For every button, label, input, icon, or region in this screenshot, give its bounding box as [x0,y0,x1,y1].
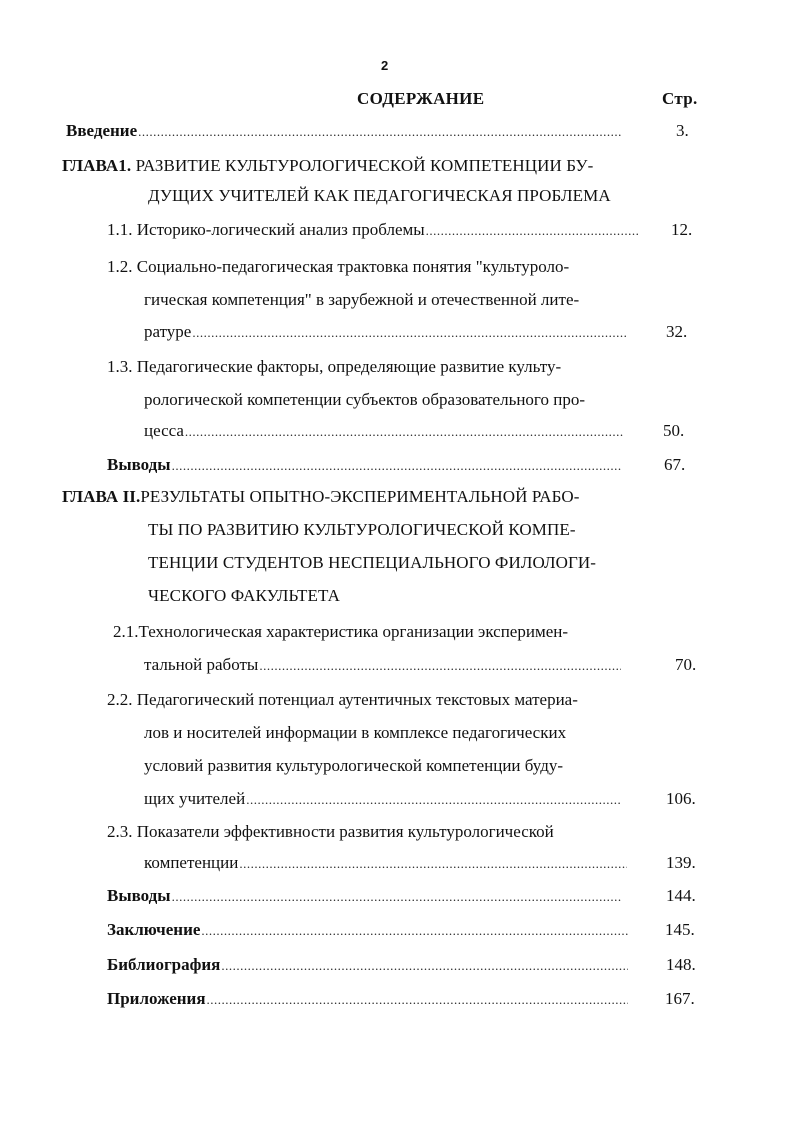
toc-entry-title: щих учителей [144,789,246,808]
toc-entry-title: Библиография [107,955,221,974]
toc-entry-1-2-line1[interactable]: 1.2. Социально-педагогическая трактовка понятия "культуроло- [107,257,570,276]
toc-entry-1-1[interactable] [107,220,639,240]
toc-entry-page: 67. [664,455,686,474]
toc-entry-1-2-line2: гическая компетенция" в зарубежной и отечественной лите- [144,290,580,309]
toc-entry-page: 3. [676,121,689,140]
toc-entry-title: Введение [66,121,138,140]
toc-entry-2-3-line2 [144,853,628,873]
page-column-label: Стр. [662,89,698,108]
toc-entry-page: 32. [666,322,688,341]
chapter2-title-line3: ТЕНЦИИ СТУДЕНТОВ НЕСПЕЦИАЛЬНОГО ФИЛОЛОГИ- [148,553,597,572]
toc-entry-page: 106. [666,789,696,808]
chapter1-label: ГЛАВА1. [62,156,132,175]
chapter1-title-text: РАЗВИТИЕ КУЛЬТУРОЛОГИЧЕСКОЙ КОМПЕТЕНЦИИ БУ- [135,156,594,175]
toc-entry-2-1-line2 [144,655,622,675]
toc-entry-page: 167. [665,989,695,1008]
dot-leader [172,458,621,474]
toc-entry-title: Выводы [107,886,171,905]
toc-entry-1-3-line2: рологической компетенции субъектов образовательного про- [144,390,585,409]
chapter2-title-line1[interactable] [62,487,579,507]
dot-leader [221,958,628,974]
toc-entry-title: цесса [144,421,184,440]
toc-entry-appendices[interactable] [107,989,629,1009]
chapter2-title-line4: ЧЕСКОГО ФАКУЛЬТЕТА [148,586,341,605]
chapter2-label: ГЛАВА II. [62,487,141,506]
toc-entry-title: Выводы [107,455,171,474]
toc-entry-title: Заключение [107,920,201,939]
dot-leader [246,792,621,808]
toc-entry-2-3-line1[interactable]: 2.3. Показатели эффективности развития культурологической [107,822,554,841]
toc-entry-1-2-line3 [144,322,628,342]
toc-entry-title: тальной работы [144,655,259,674]
toc-entry-title: 1.1. Историко-логический анализ проблемы [107,220,425,239]
toc-heading: СОДЕРЖАНИЕ [357,89,485,108]
toc-entry-bibliography[interactable] [107,955,629,975]
toc-entry-1-3-line3 [144,421,624,441]
dot-leader [259,658,621,674]
dot-leader [172,889,621,905]
chapter2-title-line2: ТЫ ПО РАЗВИТИЮ КУЛЬТУРОЛОГИЧЕСКОЙ КОМПЕ- [148,520,576,539]
toc-entry-chapter1-conclusions[interactable] [107,455,622,475]
chapter2-title-text: РЕЗУЛЬТАТЫ ОПЫТНО-ЭКСПЕРИМЕНТАЛЬНОЙ РАБО- [140,487,580,506]
dot-leader [426,223,638,239]
toc-entry-2-2-line3: условий развития культурологической компетенции буду- [144,756,564,775]
toc-entry-2-2-line4 [144,789,622,809]
toc-entry-page: 139. [666,853,696,872]
toc-entry-page: 70. [675,655,697,674]
toc-entry-2-2-line1[interactable]: 2.2. Педагогический потенциал аутентичных текстовых материа- [107,690,578,709]
dot-leader [138,124,621,140]
toc-entry-page: 148. [666,955,696,974]
toc-entry-page: 144. [666,886,696,905]
toc-entry-1-3-line1[interactable]: 1.3. Педагогические факторы, определяющие развитие культу- [107,357,562,376]
toc-entry-chapter2-conclusions[interactable] [107,886,622,906]
dot-leader [239,856,627,872]
dot-leader [192,325,627,341]
toc-entry-page: 145. [665,920,695,939]
toc-entry-page: 12. [671,220,693,239]
dot-leader [207,992,628,1008]
toc-entry-title: компетенции [144,853,239,872]
toc-entry-2-1-line1[interactable]: 2.1.Технологическая характеристика организации эксперимен- [113,622,569,641]
toc-entry-conclusion[interactable] [107,920,629,940]
dot-leader [201,923,628,939]
chapter1-title-line1[interactable] [62,156,593,176]
toc-entry-title: ратуре [144,322,192,341]
page-number: 2 [381,58,389,73]
toc-entry-2-2-line2: лов и носителей информации в комплексе педагогических [144,723,567,742]
dot-leader [185,424,623,440]
chapter1-title-line2: ДУЩИХ УЧИТЕЛЕЙ КАК ПЕДАГОГИЧЕСКАЯ ПРОБЛЕМА [148,186,611,205]
toc-entry-title: Приложения [107,989,206,1008]
toc-entry-page: 50. [663,421,685,440]
toc-entry-intro[interactable] [66,121,622,141]
